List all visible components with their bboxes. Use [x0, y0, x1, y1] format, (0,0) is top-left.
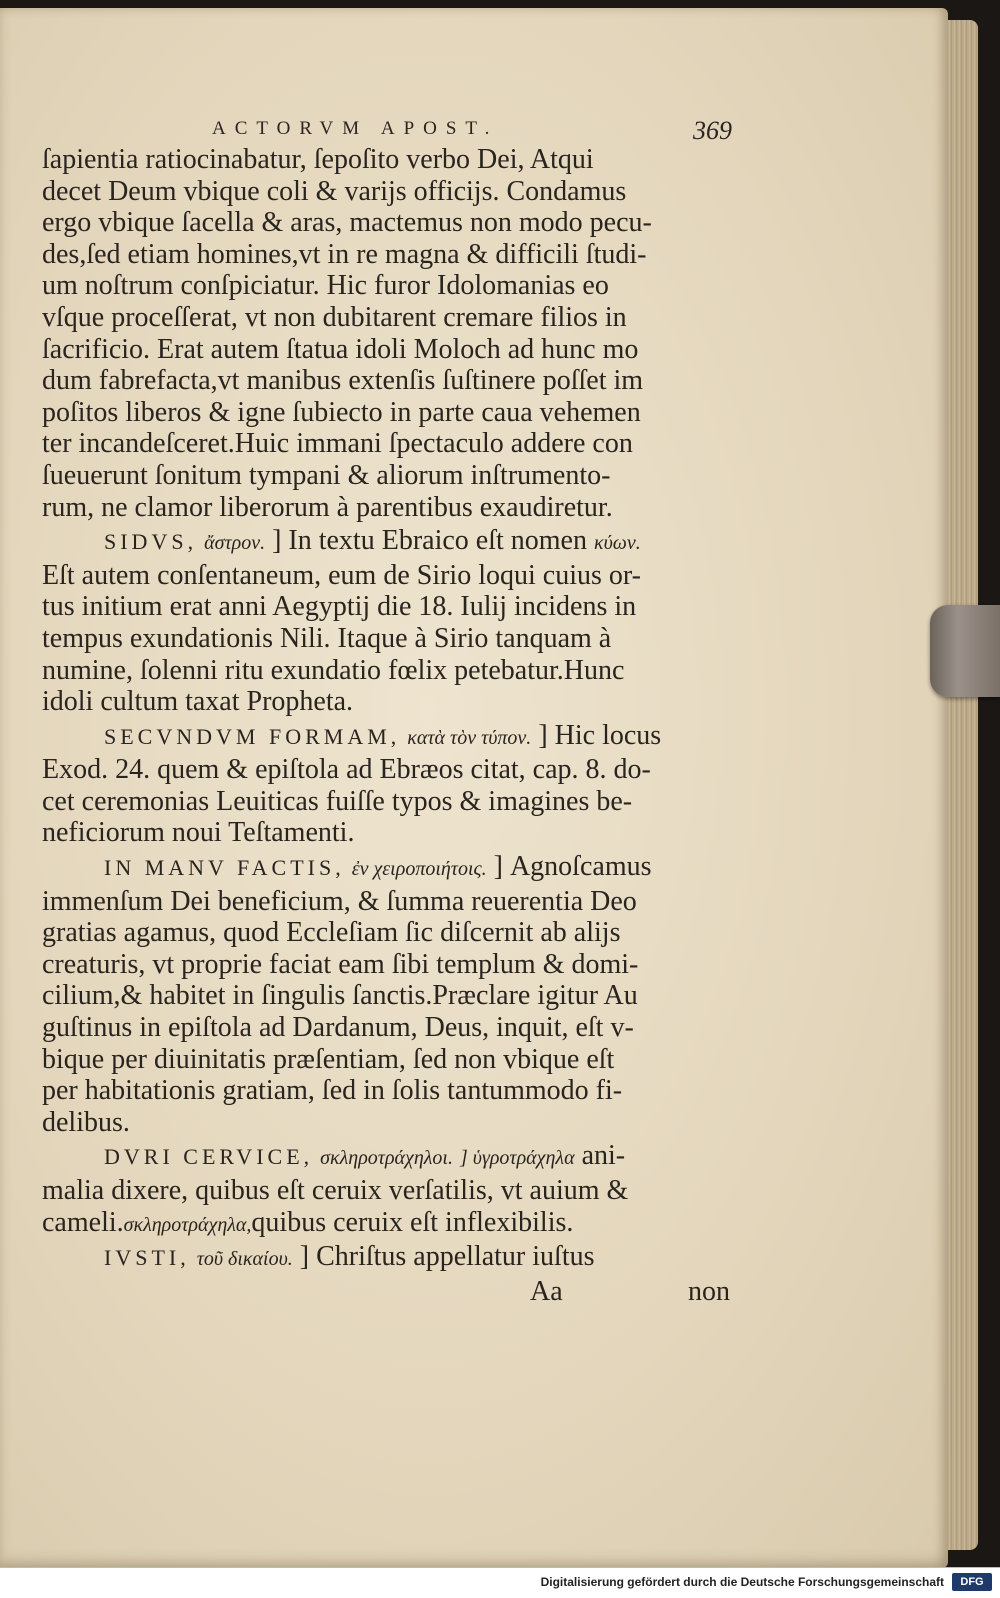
text-line: dum fabrefacta,vt manibus extenſis ſuſtinere poſſet im: [42, 365, 644, 397]
text-line: bique per diuinitatis præſentiam, ſed non vbique eſt: [42, 1043, 615, 1075]
lemma: SIDVS,: [104, 529, 198, 555]
page-edges: [948, 20, 978, 1550]
text-line: per habitationis gratiam, ſed in ſolis tantummodo fi-: [42, 1075, 623, 1107]
book-clip: [930, 605, 1000, 697]
text-line: rum, ne clamor liberorum à parentibus exaudiretur.: [42, 491, 613, 523]
text-line: malia dixere, quibus eſt ceruix verſatilis, vt auium &: [42, 1175, 629, 1206]
text-line: decet Deum vbique coli & varijs officijs. Condamus: [42, 175, 627, 207]
text-span: ] Agnoſcamus: [493, 851, 652, 883]
text-span: ] In textu Ebraico eſt nomen: [272, 525, 587, 557]
text-line: ſapientia ratiocinabatur, ſepoſito verbo Dei, Atqui: [42, 144, 594, 175]
catchword: non: [688, 1275, 730, 1307]
text-line: poſitos liberos & igne ſubiecto in parte caua vehemen: [42, 396, 641, 428]
funding-notice: Digitalisierung gefördert durch die Deutsche Forschungsgemeinschaft: [540, 1575, 944, 1589]
text-span: quibus ceruix eſt inflexibilis.: [251, 1206, 574, 1238]
text-line: tempus exundationis Nili. Itaque à Sirio tanquam à: [42, 622, 612, 654]
lemma: SECVNDVM FORMAM,: [104, 723, 401, 749]
lemma: DVRI CERVICE,: [104, 1144, 314, 1170]
text-line: guſtinus in epiſtola ad Dardanum, Deus, inquit, eſt v-: [42, 1012, 634, 1044]
text-line: [42, 1207, 734, 1242]
text-line: immenſum Dei beneficium, & ſumma reuerentia Deo: [42, 885, 637, 917]
text-line: creaturis, vt proprie faciat eam ſibi templum & domi-: [42, 948, 639, 980]
greek-term: τοῦ δικαίου.: [196, 1248, 293, 1271]
signature-mark: Aa: [530, 1275, 563, 1307]
paragraph-duri-ceruice: [42, 1140, 734, 1175]
text-line: ergo vbique ſacella & aras, mactemus non modo pecu-: [42, 207, 652, 239]
dfg-logo-icon: DFG: [952, 1573, 992, 1591]
text-span: ] Chriſtus appellatur iuſtus: [299, 1241, 595, 1273]
text-line: cilium,& habitet in ſingulis ſanctis.Præclare igitur Au: [42, 980, 638, 1012]
greek-term: ἄστρον.: [204, 532, 266, 555]
paragraph-secundum-formam: [42, 720, 734, 755]
page-footer: [42, 1276, 734, 1308]
page-header: [42, 116, 732, 146]
text-line: numine, ſolenni ritu exundatio fœlix petebatur.Hunc: [42, 654, 625, 686]
text-line: ſacrificio. Erat autem ſtatua idoli Moloch ad hunc mo: [42, 333, 639, 365]
digitization-strip: [0, 1567, 1000, 1598]
text-line: Exod. 24. quem & epiſtola ad Ebræos citat, cap. 8. do-: [42, 754, 651, 786]
book-page: [0, 8, 948, 1568]
greek-term: σκληροτράχηλα,: [123, 1213, 252, 1236]
text-line: neficiorum noui Teſtamenti.: [42, 817, 355, 849]
paragraph-iusti: [42, 1241, 734, 1276]
text-line: cet ceremonias Leuiticas fuiſſe typos & imagines be-: [42, 785, 633, 817]
running-head: ACTORVM APOST.: [212, 118, 499, 139]
text-span: ani-: [581, 1140, 626, 1172]
page-number: 369: [693, 116, 732, 145]
text-line: ſueuerunt ſonitum tympani & aliorum inſtrumento-: [42, 459, 611, 491]
paragraph-in-manu-factis: [42, 851, 734, 886]
lemma: IVSTI,: [104, 1245, 190, 1271]
greek-term: σκληροτράχηλοι.: [320, 1147, 453, 1170]
text-line: Eſt autem conſentaneum, eum de Sirio loqui cuius or-: [42, 559, 641, 591]
text-line: tus initium erat anni Aegyptij die 18. Iulij incidens in: [42, 591, 637, 623]
text-line: vſque proceſſerat, vt non dubitarent cremare filios in: [42, 301, 627, 333]
greek-term: κατὰ τὸν τύπον.: [407, 726, 532, 749]
lemma: IN MANV FACTIS,: [104, 855, 345, 881]
text-line: um noſtrum conſpiciatur. Hic furor Idolomanias eo: [42, 270, 609, 302]
text-line: idoli cultum taxat Propheta.: [42, 686, 354, 718]
greek-term: ἐν χειροποιήτοις.: [351, 858, 487, 881]
text-span: ] Hic locus: [538, 719, 662, 751]
text-line: des,ſed etiam homines,vt in re magna & difficili ſtudi-: [42, 238, 647, 270]
text-line: gratias agamus, quod Eccleſiam ſic diſcernit ab alijs: [42, 917, 621, 949]
paragraph-sidus: [42, 525, 734, 560]
text-line: ter incandeſceret.Huic immani ſpectaculo addere con: [42, 428, 633, 460]
body-text: [42, 144, 734, 1307]
greek-term: κύων.: [593, 532, 641, 555]
text-line: delibus.: [42, 1106, 130, 1138]
text-span: cameli.: [42, 1206, 124, 1238]
greek-term: ] ὑγροτράχηλα: [459, 1147, 575, 1170]
